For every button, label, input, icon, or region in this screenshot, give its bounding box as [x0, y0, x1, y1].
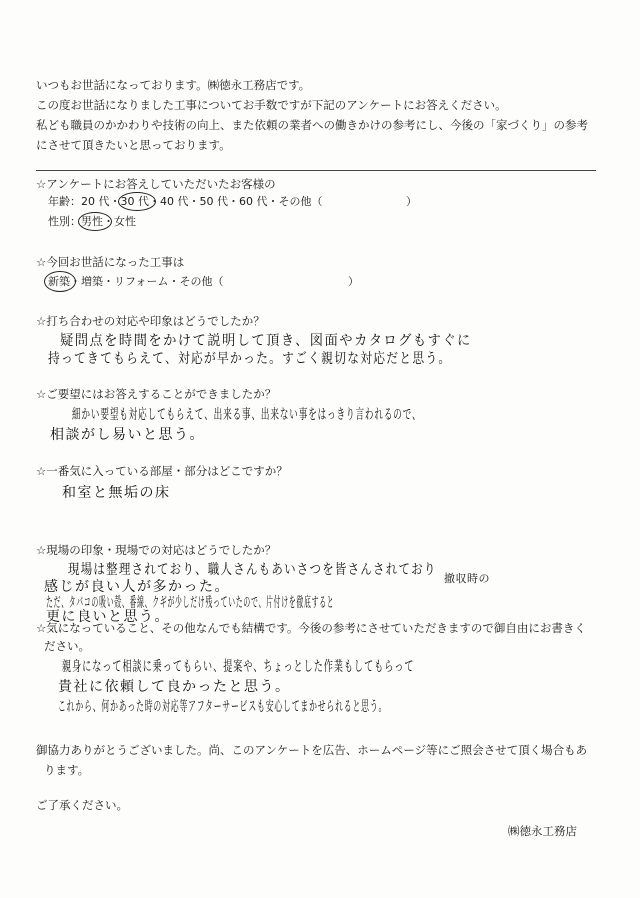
work-close-paren: ）: [348, 275, 359, 288]
closing-line-3: ご了承ください。: [36, 798, 128, 812]
intro-line-4: にさせて頂きたいと思っております。: [36, 138, 231, 152]
closing-line-1: 御協力ありがとうございました。尚、このアンケートを広告、ホームページ等にご照会させて頂く場合もあ: [36, 743, 588, 757]
age-close-paren: ）: [406, 195, 417, 208]
q4-answer-line-4: 更に良いと思う。: [46, 609, 170, 625]
age-selection-circle: [118, 192, 156, 211]
work-heading: ☆今回お世話になった工事は: [36, 255, 185, 269]
work-options: 新築・増築・リフォーム・その他（: [48, 275, 224, 288]
company-signature: ㈱徳永工務店: [508, 824, 577, 838]
q5-heading-cont: ださい。: [44, 639, 90, 653]
q5-answer-line-2: 貴社に依頼して良かったと思う。: [58, 679, 291, 695]
divider: [36, 170, 596, 171]
closing-line-2: ります。: [44, 763, 90, 777]
q5-answer-line-1: 親身になって相談に乗ってもらい、提案や、ちょっとした作業もしてもらって: [62, 659, 415, 675]
q4-heading: ☆現場の印象・現場での対応はどうでしたか？: [36, 543, 277, 557]
intro-line-1: いつもお世話になっております。㈱徳永工務店です。: [36, 78, 311, 92]
q2-heading: ☆ご要望にはお答えすることができましたか？: [36, 387, 277, 401]
work-selection-circle: [44, 271, 76, 292]
q5-answer-line-3: これから、何かあった時の対応等アフターサービスも安心してまかせられると思う。: [58, 699, 388, 715]
q3-heading: ☆一番気に入っている部屋・部分はどこですか？: [36, 464, 288, 478]
q2-answer-line-2: 相談がし易いと思う。: [50, 427, 205, 443]
q4-answer-line-3: ただ、タバコの吸い殻、番線、クギが少しだけ残っていたので、片付けを徹底すると: [46, 595, 335, 611]
intro-line-3: 私ども職員のかかわりや技術の向上、また依頼の業者への働きかけの参考にし、今後の「家づくり」の参考: [36, 118, 588, 132]
q3-answer-line-1: 和室と無垢の床: [62, 485, 171, 501]
intro-line-2: この度お世話になりました工事についてお手数ですが下記のアンケートにお答えください。: [36, 98, 507, 112]
q5-heading: ☆気になっていること、その他なんでも結構です。今後の参考にさせていただきますので御自由にお書きく: [36, 621, 586, 635]
q4-answer-insert: 撤収時の: [444, 572, 490, 585]
gender-options: 性別：男性・女性: [48, 215, 136, 228]
q1-heading: ☆打ち合わせの対応や印象はどうでしたか？: [36, 314, 265, 328]
q4-answer-line-2: 感じが良い人が多かった。: [44, 579, 230, 595]
q4-answer-line-1: 現場は整理されており、職人さんもあいさつを皆さんされており: [68, 562, 437, 578]
age-options: 年齢：20 代・30 代・40 代・50 代・60 代・その他（: [48, 195, 323, 208]
q1-answer-line-2: 持ってきてもらえて、対応が早かった。すごく親切な対応だと思う。: [48, 351, 452, 367]
q2-answer-line-1: 細かい要望も対応してもらえて、出来る事、出来ない事をはっきり言われるので、: [72, 407, 422, 423]
gender-selection-circle: [78, 212, 112, 231]
customer-heading: ☆アンケートにお答えしていただいたお客様の: [36, 177, 276, 191]
q1-answer-line-1: 疑問点を時間をかけて説明して頂き、図面やカタログもすぐに: [60, 333, 472, 349]
